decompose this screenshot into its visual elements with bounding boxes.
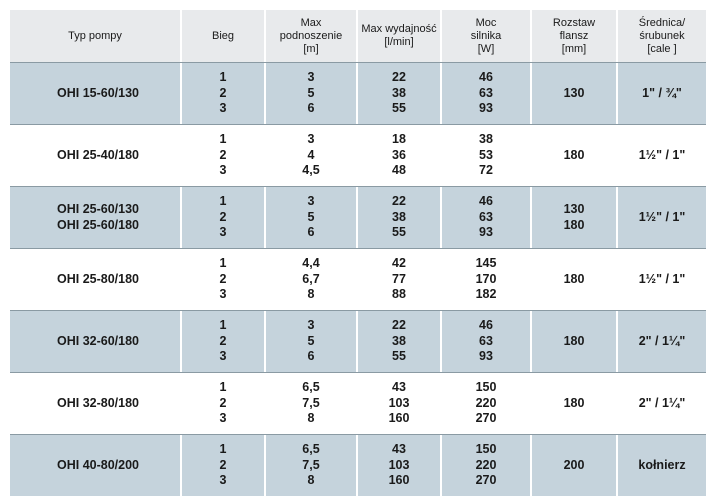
cell-pump-type-value: OHI 40-80/200 (57, 457, 139, 472)
cell-motor-power-value: 93 (479, 101, 493, 116)
cell-speed-value: 2 (219, 209, 227, 224)
header-line: Rozstaw (552, 16, 596, 29)
cell-motor-power (442, 125, 532, 186)
cell-speed-value: 1 (219, 132, 227, 147)
cell-max-flow-value: 55 (392, 349, 406, 364)
cell-speed (182, 311, 266, 372)
cell-max-head-value: 4,4 (302, 256, 320, 271)
cell-max-flow (358, 435, 442, 496)
cell-motor-power-value: 220 (475, 457, 497, 472)
cell-motor-power-value: 72 (479, 163, 493, 178)
cell-speed (182, 63, 266, 124)
cell-max-flow-value: 77 (392, 271, 406, 286)
cell-max-head-value: 8 (307, 287, 315, 302)
cell-max-head-value: 6,5 (302, 380, 320, 395)
header-line: [cale ] (647, 42, 677, 55)
cell-motor-power-value: 63 (479, 85, 493, 100)
cell-flange-spacing-value: 180 (563, 395, 585, 410)
header-line: [l/min] (384, 36, 414, 48)
cell-max-flow-value: 38 (392, 333, 406, 348)
header-line: śrubunek (639, 29, 685, 42)
cell-max-head-value: 3 (307, 318, 315, 333)
cell-speed (182, 187, 266, 248)
cell-flange-spacing-value: 200 (563, 457, 585, 472)
cell-flange-spacing (532, 311, 618, 372)
cell-motor-power-value: 93 (479, 349, 493, 364)
cell-max-flow-value: 38 (392, 209, 406, 224)
cell-speed (182, 125, 266, 186)
cell-max-flow (358, 187, 442, 248)
cell-pump-type (10, 249, 182, 310)
header-line: silnika (470, 29, 502, 42)
header-max-flow (358, 10, 442, 62)
cell-speed-value: 3 (219, 349, 227, 364)
cell-connection-size (618, 125, 706, 186)
header-line: Max wydajność (361, 23, 437, 35)
cell-pump-type-value: OHI 32-60/180 (57, 333, 139, 348)
cell-speed (182, 373, 266, 434)
cell-flange-spacing-value: 180 (563, 147, 585, 162)
cell-flange-spacing-value: 180 (563, 217, 585, 232)
cell-flange-spacing-value: 180 (563, 333, 585, 348)
cell-connection-size (618, 249, 706, 310)
cell-max-head (266, 63, 358, 124)
cell-speed-value: 3 (219, 101, 227, 116)
cell-max-flow-value: 43 (392, 442, 406, 457)
cell-speed-value: 1 (219, 256, 227, 271)
header-line: Moc (475, 16, 497, 29)
cell-max-head-value: 8 (307, 411, 315, 426)
cell-speed-value: 2 (219, 395, 227, 410)
cell-max-head (266, 311, 358, 372)
table-row (10, 435, 706, 496)
cell-max-head-value: 5 (307, 209, 315, 224)
header-line: Bieg (211, 29, 235, 42)
cell-flange-spacing (532, 435, 618, 496)
cell-pump-type (10, 187, 182, 248)
cell-connection-size (618, 435, 706, 496)
cell-max-head-value: 3 (307, 194, 315, 209)
cell-max-head-value: 5 (307, 85, 315, 100)
cell-max-flow-value: 55 (392, 225, 406, 240)
cell-connection-size (618, 63, 706, 124)
cell-max-head-value: 6,7 (302, 271, 320, 286)
cell-max-flow-value: 55 (392, 101, 406, 116)
cell-max-head (266, 435, 358, 496)
cell-motor-power (442, 311, 532, 372)
cell-max-head-value: 6 (307, 349, 315, 364)
cell-connection-size-value: 2" / 1¼" (638, 333, 686, 348)
cell-flange-spacing (532, 125, 618, 186)
cell-connection-size (618, 187, 706, 248)
cell-motor-power-value: 182 (475, 287, 497, 302)
cell-speed-value: 2 (219, 457, 227, 472)
cell-speed (182, 435, 266, 496)
cell-pump-type-value: OHI 15-60/130 (57, 85, 139, 100)
cell-flange-spacing-value: 130 (563, 202, 585, 216)
cell-speed-value: 1 (219, 442, 227, 457)
cell-max-head (266, 125, 358, 186)
cell-connection-size (618, 311, 706, 372)
table-row (10, 125, 706, 186)
cell-max-flow-value: 22 (392, 318, 406, 333)
header-motor-power (442, 10, 532, 62)
header-line: Max (300, 16, 322, 29)
cell-max-flow-value: 18 (392, 132, 406, 147)
cell-motor-power-value: 270 (475, 411, 497, 426)
cell-pump-type (10, 125, 182, 186)
table-row (10, 187, 706, 248)
cell-flange-spacing (532, 63, 618, 124)
cell-max-flow-value: 48 (392, 163, 406, 178)
cell-motor-power-value: 53 (479, 147, 493, 162)
cell-max-flow-value: 22 (392, 70, 406, 85)
table-body (10, 62, 706, 496)
cell-speed-value: 3 (219, 225, 227, 240)
cell-max-head-value: 4,5 (302, 163, 320, 178)
cell-connection-size (618, 373, 706, 434)
cell-flange-spacing-value: 180 (563, 271, 585, 286)
cell-pump-type-value: OHI 25-80/180 (57, 271, 139, 286)
cell-max-flow (358, 311, 442, 372)
cell-motor-power-value: 46 (479, 318, 493, 333)
header-flange-spacing (532, 10, 618, 62)
cell-speed-value: 3 (219, 473, 227, 488)
header-type (10, 10, 182, 62)
header-speed (182, 10, 266, 62)
cell-max-flow-value: 88 (392, 287, 406, 302)
cell-speed-value: 2 (219, 333, 227, 348)
table-header (10, 10, 706, 62)
cell-max-head-value: 6 (307, 225, 315, 240)
cell-max-head-value: 3 (307, 70, 315, 85)
cell-max-flow-value: 38 (392, 85, 406, 100)
cell-speed-value: 1 (219, 318, 227, 333)
cell-flange-spacing (532, 187, 618, 248)
cell-speed-value: 1 (219, 70, 227, 85)
cell-motor-power-value: 220 (475, 395, 497, 410)
cell-max-flow-value: 160 (388, 473, 410, 488)
cell-motor-power-value: 145 (475, 256, 497, 271)
header-line: Średnica/ (638, 16, 686, 29)
cell-max-flow-value: 22 (392, 194, 406, 209)
cell-connection-size-value: 2" / 1¼" (638, 395, 686, 410)
cell-max-head-value: 4 (307, 147, 315, 162)
cell-max-head (266, 373, 358, 434)
cell-pump-type-value: OHI 25-60/180 (57, 217, 139, 232)
cell-connection-size-value: 1" / ¾" (642, 85, 682, 100)
cell-pump-type (10, 63, 182, 124)
pump-spec-table (10, 10, 706, 496)
cell-max-flow-value: 103 (388, 457, 410, 472)
header-line: [mm] (561, 42, 587, 55)
table-row (10, 63, 706, 124)
cell-motor-power (442, 373, 532, 434)
cell-max-flow-value: 42 (392, 256, 406, 271)
cell-max-head-value: 7,5 (302, 457, 320, 472)
cell-max-flow-value: 103 (388, 395, 410, 410)
cell-max-flow (358, 373, 442, 434)
cell-speed-value: 1 (219, 380, 227, 395)
cell-max-flow (358, 249, 442, 310)
cell-pump-type (10, 373, 182, 434)
cell-motor-power (442, 249, 532, 310)
cell-motor-power (442, 63, 532, 124)
header-line: flansz (559, 29, 589, 42)
cell-motor-power-value: 270 (475, 473, 497, 488)
cell-connection-size-value: 1½" / 1" (638, 209, 686, 224)
cell-pump-type-value: OHI 25-60/130 (57, 202, 139, 216)
cell-pump-type-value: OHI 25-40/180 (57, 147, 139, 162)
cell-connection-size-value: 1½" / 1" (638, 271, 686, 286)
cell-motor-power (442, 435, 532, 496)
cell-speed (182, 249, 266, 310)
cell-max-flow-value: 160 (388, 411, 410, 426)
cell-max-head-value: 7,5 (302, 395, 320, 410)
header-line: podnoszenie (279, 29, 343, 42)
cell-flange-spacing-value: 130 (563, 85, 585, 100)
cell-motor-power-value: 93 (479, 225, 493, 240)
cell-speed-value: 2 (219, 147, 227, 162)
cell-max-head-value: 8 (307, 473, 315, 488)
cell-connection-size-value: kołnierz (638, 457, 686, 472)
cell-motor-power-value: 63 (479, 333, 493, 348)
table-row (10, 311, 706, 372)
cell-motor-power (442, 187, 532, 248)
header-connection-size (618, 10, 706, 62)
cell-motor-power-value: 170 (475, 271, 497, 286)
cell-max-flow-value: 36 (392, 147, 406, 162)
cell-flange-spacing (532, 373, 618, 434)
cell-max-head-value: 6 (307, 101, 315, 116)
cell-speed-value: 2 (219, 85, 227, 100)
cell-speed-value: 1 (219, 194, 227, 209)
cell-speed-value: 2 (219, 271, 227, 286)
cell-speed-value: 3 (219, 163, 227, 178)
cell-max-flow-value: 43 (392, 380, 406, 395)
cell-max-head (266, 187, 358, 248)
cell-motor-power-value: 150 (475, 380, 497, 395)
cell-max-head-value: 5 (307, 333, 315, 348)
header-line: [m] (303, 42, 319, 55)
cell-pump-type (10, 311, 182, 372)
cell-max-head-value: 3 (307, 132, 315, 147)
table-row (10, 373, 706, 434)
cell-motor-power-value: 46 (479, 194, 493, 209)
cell-max-flow (358, 125, 442, 186)
cell-speed-value: 3 (219, 287, 227, 302)
cell-pump-type (10, 435, 182, 496)
cell-motor-power-value: 46 (479, 70, 493, 85)
cell-max-head (266, 249, 358, 310)
cell-max-flow (358, 63, 442, 124)
header-line: [W] (477, 42, 495, 55)
table-row (10, 249, 706, 310)
cell-flange-spacing (532, 249, 618, 310)
cell-pump-type-value: OHI 32-80/180 (57, 395, 139, 410)
cell-motor-power-value: 63 (479, 209, 493, 224)
cell-connection-size-value: 1½" / 1" (638, 147, 686, 162)
cell-max-head-value: 6,5 (302, 442, 320, 457)
cell-speed-value: 3 (219, 411, 227, 426)
header-line: Typ pompy (68, 29, 122, 42)
header-max-head (266, 10, 358, 62)
cell-motor-power-value: 38 (479, 132, 493, 147)
cell-motor-power-value: 150 (475, 442, 497, 457)
